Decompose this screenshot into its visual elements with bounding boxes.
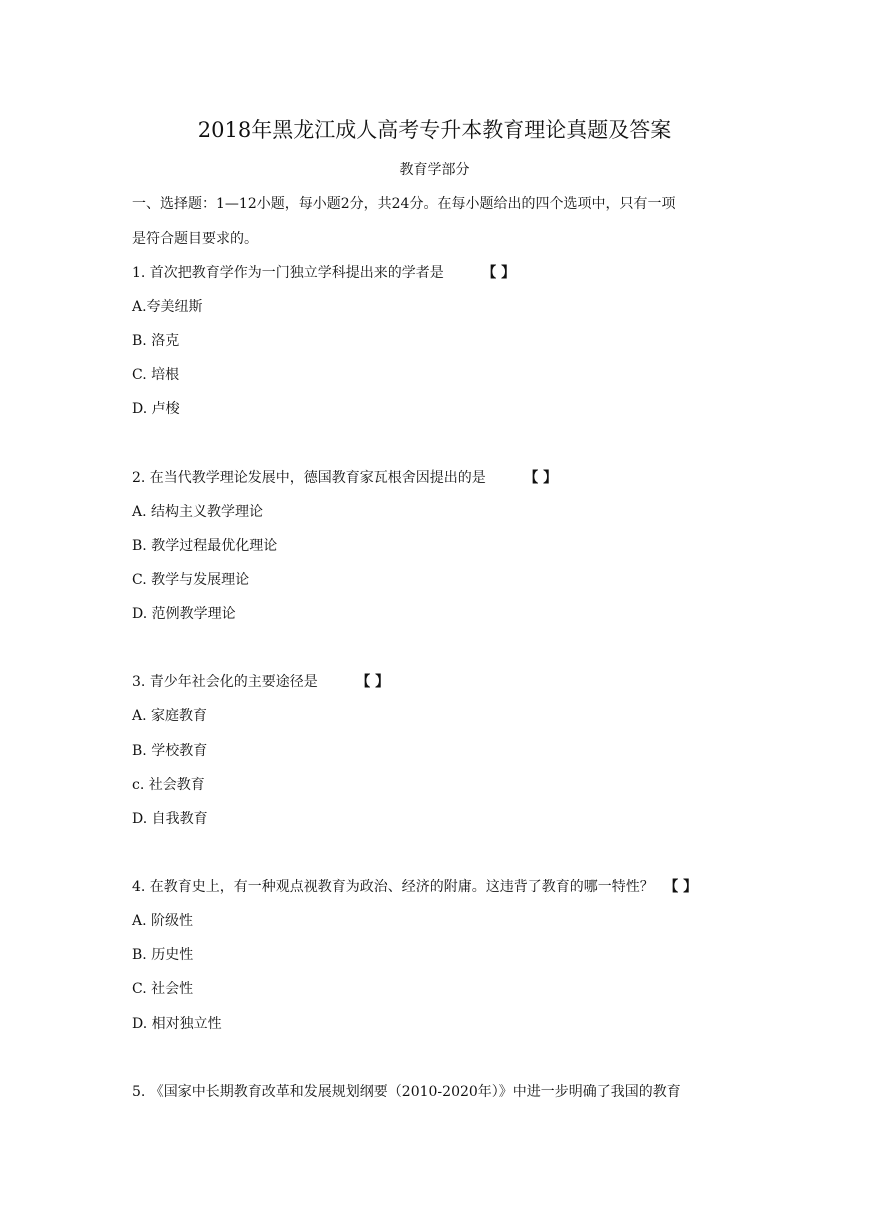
question-5-stem: 5. 《国家中长期教育改革和发展规划纲要（2010-2020年）》中进一步明确了我国的教育 xyxy=(132,1084,681,1100)
question-stem-text: 2. 在当代教学理论发展中，德国教育家瓦根舍因提出的是 xyxy=(132,470,486,486)
answer-bracket: 【 】 xyxy=(664,879,698,895)
answer-bracket: 【 】 xyxy=(524,470,558,486)
answer-bracket: 【 】 xyxy=(356,674,390,690)
question-4-option-d: D. 相对独立性 xyxy=(132,1016,222,1032)
question-stem-text: 4. 在教育史上，有一种观点视教育为政治、经济的附庸。这违背了教育的哪一特性？ xyxy=(132,879,654,895)
document-title: 2018年黑龙江成人高考专升本教育理论真题及答案 xyxy=(197,118,672,142)
section-title: 教育学部分 xyxy=(399,162,470,178)
question-1-option-a: A.夸美纽斯 xyxy=(132,299,203,315)
question-3-stem xyxy=(132,671,389,691)
question-2-option-c: C. 教学与发展理论 xyxy=(132,572,250,588)
question-4-option-c: C. 社会性 xyxy=(132,981,194,997)
question-3-option-c: c. 社会教育 xyxy=(132,777,205,793)
question-1-option-d: D. 卢梭 xyxy=(132,401,180,417)
question-1-option-b: B. 洛克 xyxy=(132,333,180,349)
question-3-option-b: B. 学校教育 xyxy=(132,743,208,759)
question-3-option-d: D. 自我教育 xyxy=(132,811,208,827)
answer-bracket: 【 】 xyxy=(482,265,516,281)
question-2-stem xyxy=(132,467,557,487)
intro-line-1: 一、选择题：1—12小题，每小题2分，共24分。在每小题给出的四个选项中，只有一项 xyxy=(132,196,676,212)
question-2-option-d: D. 范例教学理论 xyxy=(132,606,236,622)
question-2-option-a: A. 结构主义教学理论 xyxy=(132,504,264,520)
intro-line-2: 是符合题目要求的。 xyxy=(132,231,258,247)
question-stem-text: 3. 青少年社会化的主要途径是 xyxy=(132,674,318,690)
question-4-stem xyxy=(132,876,697,896)
question-stem-text: 1. 首次把教育学作为一门独立学科提出来的学者是 xyxy=(132,265,444,281)
question-2-option-b: B. 教学过程最优化理论 xyxy=(132,538,278,554)
question-4-option-a: A. 阶级性 xyxy=(132,913,194,929)
question-4-option-b: B. 历史性 xyxy=(132,947,194,963)
question-3-option-a: A. 家庭教育 xyxy=(132,708,208,724)
question-1-stem xyxy=(132,262,515,282)
question-1-option-c: C. 培根 xyxy=(132,367,180,383)
